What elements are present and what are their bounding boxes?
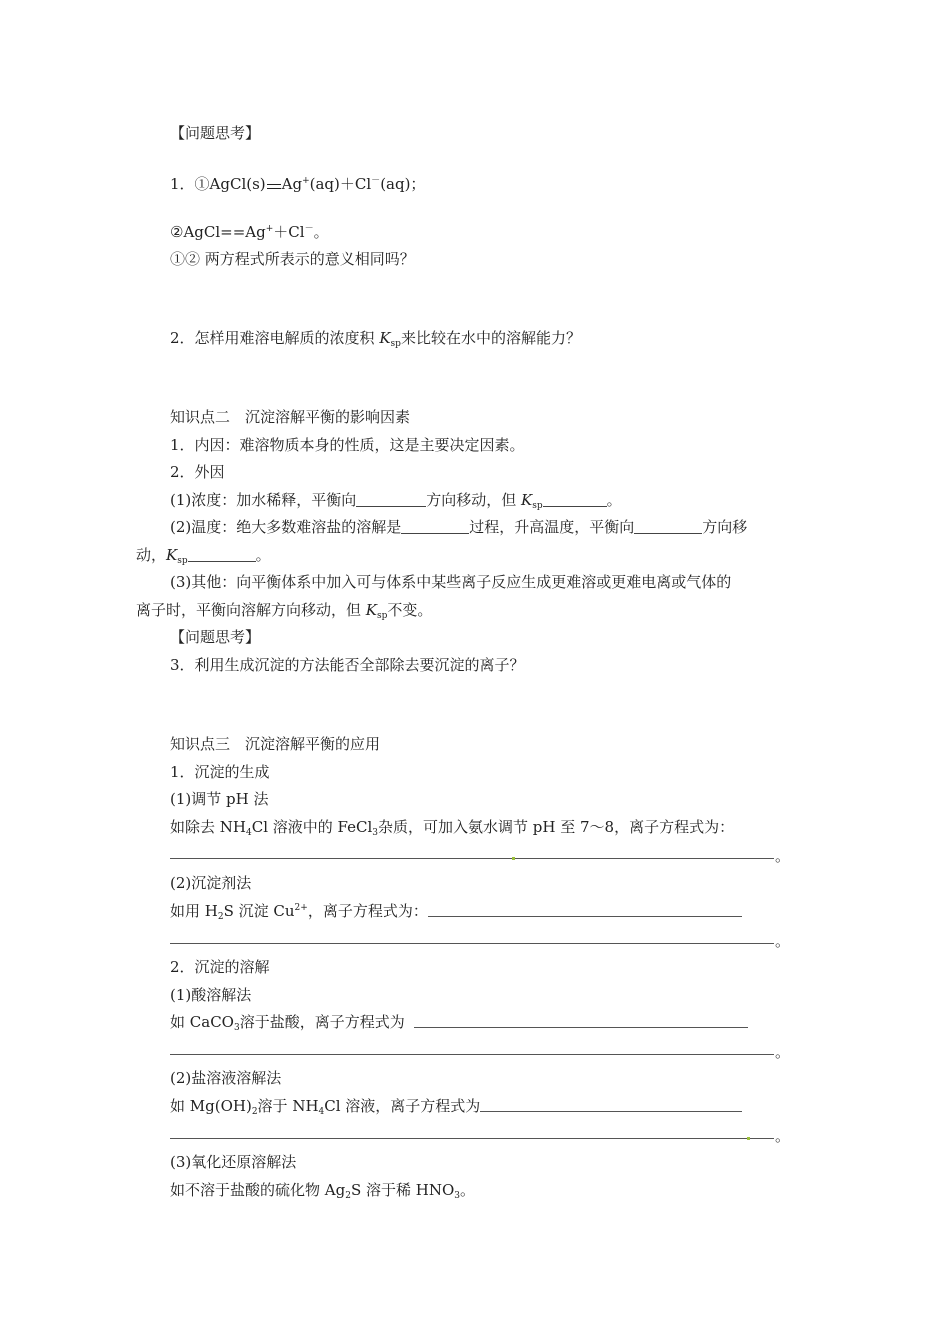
equation-1: 1．①AgCl(s) Ag+(aq)＋Cl－(aq)；: [170, 175, 426, 193]
question-3-text: 3．利用生成沉淀的方法能否全部除去要沉淀的离子？: [170, 656, 525, 674]
k2-item-2-1: (1)浓度：加水稀释，平衡向 方向移动，但 $K_{sp}$ 。: [170, 491, 622, 511]
k3-item-1-1-text: 如除去 $NH_4Cl$ 溶液中的 FeCl$_3$杂质，可加入氨水调节 pH 至 7～8，离子方程式为：: [170, 818, 735, 838]
answer-line[interactable]: [170, 943, 774, 944]
section-title-knowledge-3: 知识点三 沉淀溶解平衡的应用: [170, 735, 381, 753]
k3-item-2: 2．沉淀的溶解: [170, 958, 270, 976]
k2-item-2-3: (3)其他：向平衡体系中加入可与体系中某些离子反应生成更难溶或更难电离或气体的: [170, 573, 732, 591]
equation-2: ②AgCl==Ag+＋Cl－。: [170, 223, 329, 241]
period: 。: [775, 1043, 791, 1061]
marker-dot: [512, 857, 515, 860]
answer-line[interactable]: [428, 916, 742, 917]
k2-item-1: 1．内因：难溶物质本身的性质，这是主要决定因素。: [170, 436, 525, 454]
marker-dot: [747, 1137, 750, 1140]
k3-item-2-1: (1)酸溶解法: [170, 986, 252, 1004]
k2-item-2-3-cont: 离子时，平衡向溶解方向移动，但 $K_{sp}$不变。: [136, 601, 433, 621]
k3-item-1-2-text: 如用 $H_2S$ 沉淀 $Cu^{2+}$，离子方程式为：: [170, 902, 428, 922]
answer-blank[interactable]: [634, 519, 702, 534]
k3-item-2-3: (3)氧化还原溶解法: [170, 1153, 297, 1171]
k3-item-2-2: (2)盐溶液溶解法: [170, 1069, 282, 1087]
k3-item-2-2-text: 如 $Mg(OH)_2$溶于 $NH_4Cl$ 溶液，离子方程式为: [170, 1097, 481, 1117]
k3-item-1-1: (1)调节 pH 法: [170, 790, 269, 808]
answer-line[interactable]: [170, 1054, 774, 1055]
k2-item-2-2: (2)温度：绝大多数难溶盐的溶解是 过程，升高温度，平衡向 方向移: [170, 518, 748, 536]
k3-item-1: 1．沉淀的生成: [170, 763, 270, 781]
period: 。: [775, 847, 791, 865]
answer-blank[interactable]: [543, 492, 607, 507]
k2-item-2-2-cont: 动，$K_{sp}$ 。: [136, 546, 271, 566]
k3-item-2-3-text: 如不溶于盐酸的硫化物 $Ag_2S$ 溶于稀 $HNO_3$。: [170, 1181, 476, 1201]
period: 。: [775, 1127, 791, 1145]
k3-item-2-1-text: 如 CaCO$_3$溶于盐酸，离子方程式为: [170, 1013, 405, 1033]
answer-line[interactable]: [170, 858, 774, 859]
answer-blank[interactable]: [188, 547, 256, 562]
question-heading-2: 【问题思考】: [170, 628, 261, 646]
answer-blank[interactable]: [401, 519, 469, 534]
answer-blank[interactable]: [356, 492, 426, 507]
section-title-knowledge-2: 知识点二 沉淀溶解平衡的影响因素: [170, 408, 411, 426]
answer-line[interactable]: [480, 1111, 742, 1112]
equilibrium-arrow-icon: [266, 180, 282, 192]
k2-item-2: 2．外因: [170, 463, 225, 481]
question-1-text: ①② 两方程式所表示的意义相同吗？: [170, 250, 415, 268]
k3-item-1-2: (2)沉淀剂法: [170, 874, 252, 892]
answer-line[interactable]: [170, 1138, 774, 1139]
question-heading-1: 【问题思考】: [170, 124, 261, 142]
question-2-text: 2．怎样用难溶电解质的浓度积 $K_{sp}$来比较在水中的溶解能力？: [170, 329, 581, 349]
period: 。: [775, 932, 791, 950]
answer-line[interactable]: [414, 1027, 748, 1028]
